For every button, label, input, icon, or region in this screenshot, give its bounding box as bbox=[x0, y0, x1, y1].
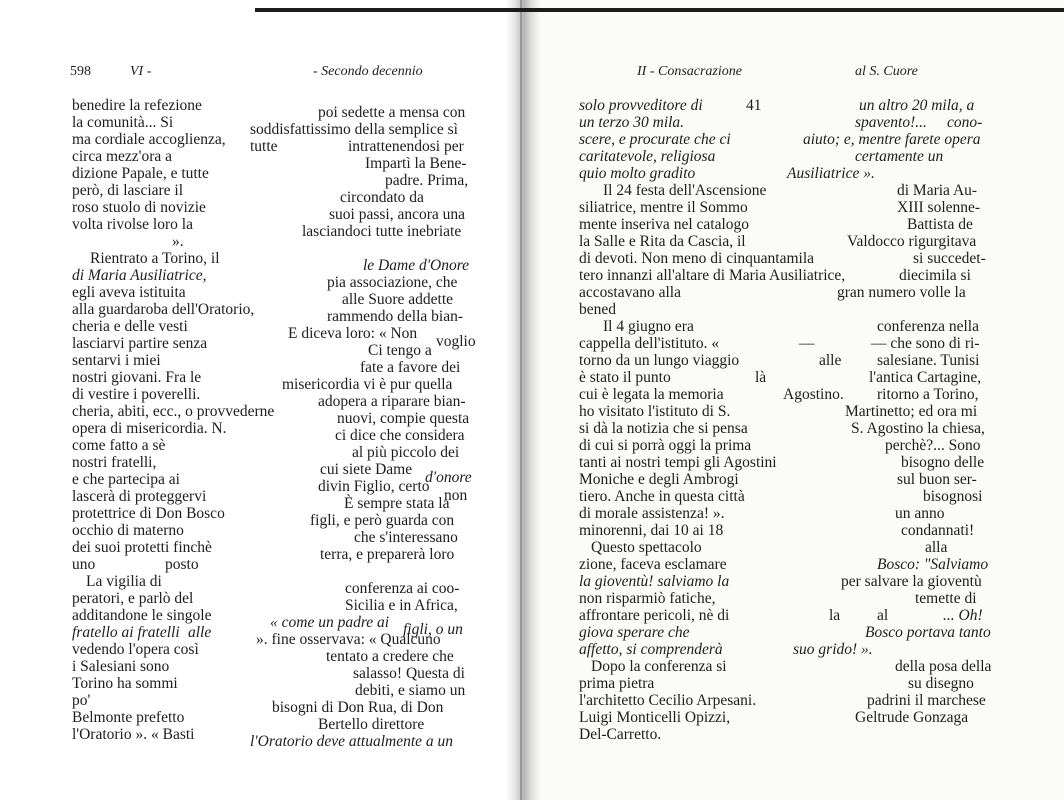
text-line: soddisfattissimo della semplice sì bbox=[250, 121, 458, 138]
text-line: 41 bbox=[746, 97, 762, 114]
text-line: vedendo l'opera così bbox=[72, 641, 199, 658]
text-line: come fatto a sè bbox=[72, 437, 166, 454]
text-line: terra, e preparerà loro bbox=[320, 546, 455, 563]
text-line: — bbox=[799, 335, 815, 352]
text-line: di Maria Au- bbox=[897, 182, 978, 199]
text-line: alle Suore addette bbox=[342, 291, 454, 308]
text-line: nostri giovani. Fra le bbox=[72, 369, 202, 386]
text-line: Torino ha sommi bbox=[72, 675, 178, 692]
page-number: 598 bbox=[70, 64, 91, 79]
text-line: Martinetto; ed ora mi bbox=[845, 403, 978, 420]
running-section-right: II - Consacrazione bbox=[637, 64, 742, 79]
text-line: Bertello direttore bbox=[318, 716, 425, 733]
text-line: protettrice di Don Bosco bbox=[72, 505, 225, 522]
text-line: scere, e procurate che ci bbox=[579, 131, 731, 148]
text-line: pia associazione, che bbox=[327, 274, 458, 291]
text-line: affetto, si comprenderà bbox=[579, 641, 723, 658]
text-line: lasciarvi partire senza bbox=[72, 335, 208, 352]
text-line: XIII solenne- bbox=[897, 199, 981, 216]
text-line: Ausiliatrice ». bbox=[787, 165, 875, 182]
text-line: suoi passi, ancora una bbox=[329, 206, 466, 223]
text-line: alla bbox=[925, 539, 948, 556]
text-line: zione, faceva esclamare bbox=[579, 556, 727, 573]
text-line: affrontare pericoli, nè di bbox=[579, 607, 730, 624]
text-line: Bosco: "Salviamo bbox=[877, 556, 989, 573]
text-line: bisogno delle bbox=[901, 454, 985, 471]
text-line: padre. Prima, bbox=[385, 172, 469, 189]
text-line: non bbox=[444, 487, 468, 504]
text-line: l'architetto Cecilio Arpesani. bbox=[579, 692, 757, 709]
text-line: Del-Carretto. bbox=[579, 726, 662, 743]
text-line: Dopo la conferenza si bbox=[591, 658, 727, 675]
text-line: non risparmiò fatiche, bbox=[579, 590, 716, 607]
text-line: ». bbox=[172, 233, 184, 250]
text-line: la comunità... Si bbox=[72, 114, 174, 131]
text-line: al più piccolo dei bbox=[352, 444, 460, 461]
text-line: Questo spettacolo bbox=[591, 539, 702, 556]
book-spine-line bbox=[520, 0, 522, 800]
book-gutter-shadow bbox=[505, 0, 541, 800]
text-line: bisognosi bbox=[923, 488, 983, 505]
text-line: certamente un bbox=[855, 148, 944, 165]
text-line: la Salle e Rita da Cascia, il bbox=[579, 233, 746, 250]
text-line: Sicilia e in Africa, bbox=[345, 597, 458, 614]
text-line: sul buon ser- bbox=[897, 471, 977, 488]
text-line: le Dame d'Onore bbox=[363, 257, 470, 274]
text-line: tutte bbox=[250, 138, 278, 155]
text-line: conferenza nella bbox=[877, 318, 979, 335]
text-line: bened bbox=[579, 301, 617, 318]
text-line: torno da un lungo viaggio bbox=[579, 352, 740, 369]
text-line: volta rivolse loro la bbox=[72, 216, 193, 233]
text-line: ho visitato l'istituto di S. bbox=[579, 403, 731, 420]
text-line: voglio bbox=[436, 333, 476, 350]
text-line: si succedet- bbox=[913, 250, 986, 267]
text-line: Rientrato a Torino, il bbox=[90, 250, 220, 267]
text-line: ». fine osservava: « Qualcuno bbox=[256, 631, 441, 648]
top-edge-rule bbox=[255, 8, 1064, 12]
text-line: alle bbox=[188, 624, 212, 641]
left-page bbox=[0, 0, 515, 800]
text-line: gran numero volle la bbox=[837, 284, 966, 301]
text-line: sentarvi i miei bbox=[72, 352, 161, 369]
text-line: rammendo della bian- bbox=[327, 308, 464, 325]
text-line: dizione Papale, e tutte bbox=[72, 165, 209, 182]
text-line: al bbox=[877, 607, 889, 624]
text-line: misericordia vi è pur quella bbox=[282, 376, 453, 393]
text-line: Moniche e degli Ambrogi bbox=[579, 471, 739, 488]
text-line: che s'interessano bbox=[354, 529, 458, 546]
text-line: circa mezz'ora a bbox=[72, 148, 173, 165]
text-line: Battista de bbox=[907, 216, 973, 233]
text-line: divin Figlio, certo bbox=[318, 478, 430, 495]
text-line: Il 24 festa dell'Ascensione bbox=[603, 182, 767, 199]
text-line: fate a favore dei bbox=[360, 359, 461, 376]
text-line: bisogni di Don Rua, di Don bbox=[272, 699, 444, 716]
text-line: tiero. Anche in questa città bbox=[579, 488, 745, 505]
text-line: di morale assistenza! ». bbox=[579, 505, 725, 522]
text-line: un terzo 30 mila. bbox=[579, 114, 685, 131]
text-line: però, di lasciare il bbox=[72, 182, 184, 199]
text-line: intrattenendosi per bbox=[348, 138, 464, 155]
text-line: su disegno bbox=[908, 675, 974, 692]
text-line: cappella dell'istituto. « bbox=[579, 335, 720, 352]
running-title-right: al S. Cuore bbox=[855, 64, 918, 79]
text-line: aiuto; e, mentre farete opera bbox=[803, 131, 981, 148]
text-line: caritatevole, religiosa bbox=[579, 148, 716, 165]
text-line: cheria e delle vesti bbox=[72, 318, 188, 335]
text-line: salasso! Questa di bbox=[353, 665, 465, 682]
text-line: figli, o un bbox=[403, 621, 463, 638]
text-line: poi sedette a mensa con bbox=[318, 104, 466, 121]
text-line: e che partecipa ai bbox=[72, 471, 180, 488]
text-line: di Maria Ausiliatrice, bbox=[72, 267, 207, 284]
text-line: là bbox=[755, 369, 767, 386]
text-line: un altro 20 mila, a bbox=[859, 97, 975, 114]
text-line: cono- bbox=[947, 114, 983, 131]
text-line: perchè?... Sono bbox=[885, 437, 981, 454]
text-line: uno bbox=[72, 556, 96, 573]
text-line: S. Agostino la chiesa, bbox=[851, 420, 985, 437]
text-line: lasciandoci tutte inebriate bbox=[302, 223, 462, 240]
text-line: cui è legata la memoria bbox=[579, 386, 724, 403]
text-line: salesiane. Tunisi bbox=[877, 352, 980, 369]
text-line: mente inseriva nel catalogo bbox=[579, 216, 750, 233]
text-line: accostavano alla bbox=[579, 284, 681, 301]
text-line: cheria, abiti, ecc., o provvederne bbox=[72, 403, 275, 420]
text-line: La vigilia di bbox=[86, 573, 162, 590]
text-line: Geltrude Gonzaga bbox=[855, 709, 969, 726]
text-line: solo provveditore di bbox=[579, 97, 703, 114]
text-line: è stato il punto bbox=[579, 369, 671, 386]
text-line: ritorno a Torino, bbox=[877, 386, 979, 403]
text-line: dei suoi protetti finchè bbox=[72, 539, 212, 556]
running-title-left: - Secondo decennio bbox=[313, 64, 423, 79]
text-line: suo grido! ». bbox=[793, 641, 873, 658]
text-line: per salvare la gioventù bbox=[841, 573, 982, 590]
text-line: E diceva loro: « Non bbox=[288, 325, 418, 342]
text-line: po' bbox=[72, 692, 91, 709]
text-line: ... Oh! bbox=[943, 607, 983, 624]
text-line: occhio di materno bbox=[72, 522, 184, 539]
text-line: quio molto gradito bbox=[579, 165, 696, 182]
text-line: nuovi, compie questa bbox=[337, 410, 470, 427]
text-line: roso stuolo di novizie bbox=[72, 199, 206, 216]
text-line: temette di bbox=[915, 590, 977, 607]
text-line: benedire la refezione bbox=[72, 97, 202, 114]
text-line: giova sperare che bbox=[579, 624, 690, 641]
text-line: l'Oratorio ». « Basti bbox=[72, 726, 195, 743]
text-line: alle bbox=[819, 352, 842, 369]
text-line: fratello ai fratelli bbox=[72, 624, 180, 641]
text-line: della posa della bbox=[895, 658, 992, 675]
text-line: nostri fratelli, bbox=[72, 454, 157, 471]
text-line: i Salesiani sono bbox=[72, 658, 170, 675]
text-line: d'onore bbox=[425, 469, 472, 486]
text-line: tanti ai nostri tempi gli Agostini bbox=[579, 454, 777, 471]
text-line: prima pietra bbox=[579, 675, 655, 692]
text-line: Bosco portava tanto bbox=[865, 624, 991, 641]
text-line: opera di misericordia. N. bbox=[72, 420, 227, 437]
text-line: ma cordiale accoglienza, bbox=[72, 131, 226, 148]
text-line: Luigi Monticelli Opizzi, bbox=[579, 709, 731, 726]
text-line: debiti, e siamo un bbox=[355, 682, 466, 699]
text-line: di cui si porrà oggi la prima bbox=[579, 437, 752, 454]
text-line: circondato da bbox=[340, 189, 424, 206]
text-line: Valdocco rigurgitava bbox=[847, 233, 977, 250]
text-line: adopera a riparare bian- bbox=[318, 393, 466, 410]
text-line: Il 4 giugno era bbox=[603, 318, 694, 335]
running-section-left: VI - bbox=[130, 64, 152, 79]
text-line: figli, e però guarda con bbox=[310, 512, 455, 529]
text-line: padrini il marchese bbox=[867, 692, 986, 709]
text-line: l'antica Cartagine, bbox=[869, 369, 982, 386]
right-page bbox=[515, 0, 1064, 800]
text-line: minorenni, dai 10 ai 18 bbox=[579, 522, 724, 539]
text-line: peratori, e parlò del bbox=[72, 590, 194, 607]
text-line: spavento!... bbox=[855, 114, 927, 131]
text-line: lascerà di proteggervi bbox=[72, 488, 207, 505]
text-line: egli aveva istituita bbox=[72, 284, 186, 301]
text-line: Belmonte prefetto bbox=[72, 709, 185, 726]
text-line: la bbox=[829, 607, 841, 624]
text-line: cui siete Dame bbox=[320, 461, 413, 478]
text-line: « come un padre ai bbox=[270, 614, 390, 631]
text-line: — che sono di ri- bbox=[871, 335, 980, 352]
text-line: posto bbox=[165, 556, 199, 573]
text-line: si dà la notizia che si pensa bbox=[579, 420, 748, 437]
text-line: di vestire i poverelli. bbox=[72, 386, 201, 403]
text-line: tero innanzi all'altare di Maria Ausiliatrice, bbox=[579, 267, 846, 284]
text-line: Ci tengo a bbox=[368, 342, 432, 359]
text-line: ci dice che considera bbox=[335, 427, 465, 444]
text-line: additandone le singole bbox=[72, 607, 212, 624]
text-line: È sempre stata la bbox=[344, 495, 450, 512]
text-line: di devoti. Non meno di cinquantamila bbox=[579, 250, 815, 267]
text-line: conferenza ai coo- bbox=[345, 580, 460, 597]
text-line: Impartì la Bene- bbox=[365, 155, 467, 172]
text-line: la gioventù! salviamo la bbox=[579, 573, 730, 590]
text-line: un anno bbox=[895, 505, 945, 522]
text-line: alla guardaroba dell'Oratorio, bbox=[72, 301, 255, 318]
text-line: l'Oratorio deve attualmente a un bbox=[250, 733, 454, 750]
text-line: condannati! bbox=[901, 522, 975, 539]
text-line: tentato a credere che bbox=[326, 648, 454, 665]
text-line: siliatrice, mentre il Sommo bbox=[579, 199, 748, 216]
text-line: Agostino. bbox=[783, 386, 844, 403]
text-line: diecimila si bbox=[899, 267, 971, 284]
